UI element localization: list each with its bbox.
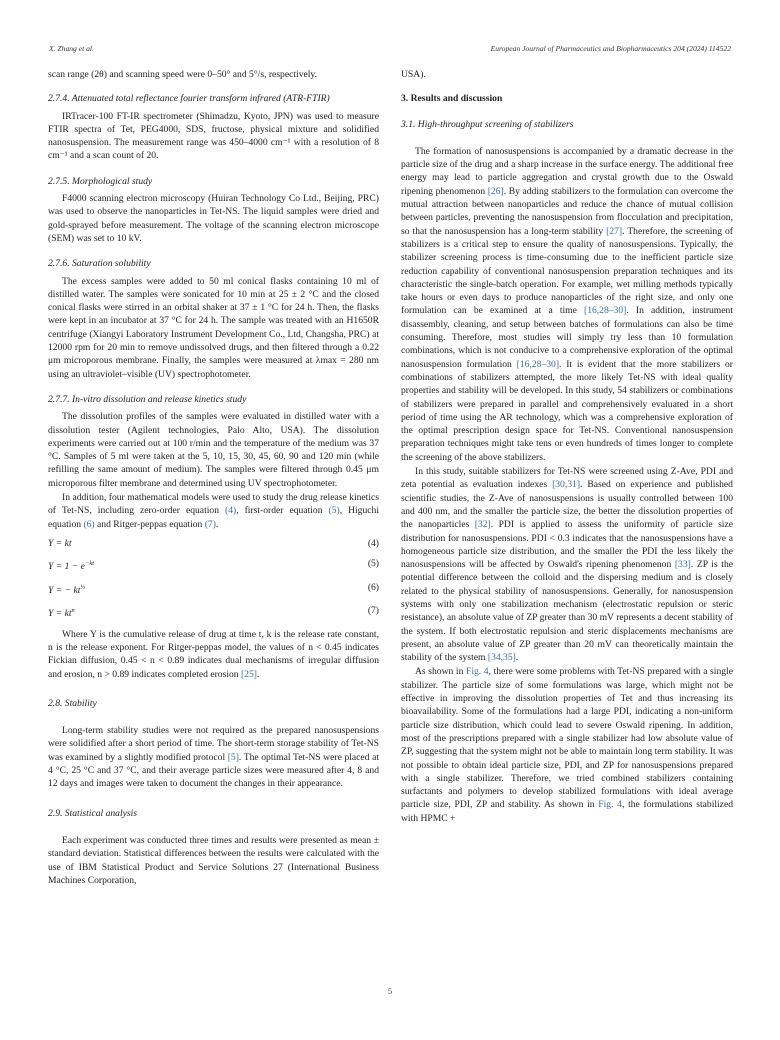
running-header-journal: European Journal of Pharmaceutics and Biopharmaceutics 204 (2024) 114522	[490, 44, 731, 53]
citation-link[interactable]: [16,28–30]	[584, 305, 627, 317]
paragraph: Each experiment was conducted three times and results were presented as mean ± standard deviation. Statistical differences between the results were calculated with the use of IBM Statistical Product and Service Solutions 27 (International Business Machines Corporation,	[48, 834, 379, 886]
figure-link[interactable]: Fig. 4	[598, 799, 622, 811]
running-header-authors: X. Zhang et al.	[49, 44, 94, 53]
citation-link[interactable]: [16,28–30]	[516, 358, 560, 370]
paragraph: Long-term stability studies were not required as the prepared nanosuspensions were solidified after a short period of time. The short-term storage stability of Tet-NS was examined by a slightly modified protocol [5]. The optimal Tet-NS were placed at 4 °C, 25 °C and 37 °C, and their average particle sizes were measured after 4, 8 and 12 days and images were taken to document the changes in their appearance.	[48, 725, 379, 790]
equation-link[interactable]: (6)	[83, 518, 95, 530]
citation-link[interactable]: [5]	[227, 751, 239, 763]
equation-link[interactable]: (5)	[328, 505, 340, 517]
paragraph: The dissolution profiles of the samples were evaluated in distilled water with a dissolution tester (Agilent technologies, Palo Alto, USA). The dissolution experiments were carried out at 100 r/min and the temperature of the medium was 37 °C. Samples of 5 ml were taken at the 5, 10, 15, 30, 45, 60, 90 and 120 min (while refilling the same amount of medium). The samples were filtered through 0.45 μm microporous filter membrane and determined using UV spectrophotometer.	[48, 411, 379, 489]
citation-link[interactable]: [32]	[474, 519, 491, 531]
citation-link[interactable]: [34,35]	[487, 652, 516, 664]
section-heading-2-7-5: 2.7.5. Morphological study	[48, 175, 153, 187]
paragraph: F4000 scanning electron microscopy (Huiran Technology Co Ltd., Beijing, PRC) was used to observe the nanoparticles in Tet-NS. The liquid samples were dried and gold-sprayed before measurement. The voltage of the scanning electron microscope (SEM) was set to 10 kV.	[48, 193, 379, 244]
section-heading-3-1: 3.1. High-throughput screening of stabilizers	[401, 118, 574, 130]
citation-link[interactable]: [25]	[240, 668, 257, 680]
section-heading-3: 3. Results and discussion	[401, 93, 503, 105]
equation-7: $Y = kt^n$ (7)	[48, 605, 379, 620]
figure-link[interactable]: Fig. 4	[465, 666, 489, 678]
equation-6: Y = − $kt^{\frac{1}{2}}$ (6)	[48, 581, 379, 596]
citation-link[interactable]: [33]	[674, 559, 691, 571]
left-column	[48, 68, 379, 887]
paragraph: scan range (2θ) and scanning speed were 0–50° and 5°/s, respectively.	[48, 69, 317, 80]
page-number: 5	[387, 987, 393, 996]
equation-link[interactable]: (7)	[204, 518, 216, 530]
paragraph: IRTracer-100 FT-IR spectrometer (Shimadzu, Kyoto, JPN) was used to measure FTIR spectra of Tet, PEG4000, SDS, fructose, physical mixture and solidified nanosuspension. The measurement range was 450–4000 cm⁻¹ with a resolution of 8 cm⁻¹ and a scan count of 20.	[48, 110, 379, 162]
section-heading-2-8: 2.8. Stability	[48, 697, 97, 709]
paragraph: The excess samples were added to 50 ml conical flasks containing 10 ml of distilled water. The samples were sonicated for 10 min at 25 ± 2 °C and the closed conical flasks were stirred in an orbital shaker at 37 ± 1 °C for 24 h. Then, the flasks were kept in an incubator at 37 °C for 24 h. The sample was treated with an H1650R centrifuge (Xiangyi Laboratory Instrument Development Co., Ltd, Changsha, PRC) at 12000 rpm for 20 min to remove undissolved drugs, and then filtered through a 0.22 μm microporous membrane. Finally, the samples were measured at λmax = 280 nm using an ultraviolet–visible (UV) spectrophotometer.	[48, 275, 379, 380]
citation-link[interactable]: [26]	[487, 185, 504, 197]
equation-link[interactable]: (4)	[225, 505, 237, 517]
paragraph: Where Y is the cumulative release of drug at time t, k is the release rate constant, n is the release exponent. For Ritger-peppas model, the values of n < 0.45 indicates Fickian diffusion, 0.45 < n < 0.89 indicates dual mechanisms of irregular diffusion and erosion, n > 0.89 indicates completed erosion [25].	[48, 628, 379, 680]
section-heading-2-7-7: 2.7.7. In-vitro dissolution and release kinetics study	[48, 393, 247, 405]
paragraph: In addition, four mathematical models were used to study the drug release kinetics of Tet-NS, including zero-order equation (4), first-order equation (5), Higuchi equation (6) and Ritger-peppas equation (7).	[48, 492, 379, 530]
section-heading-2-9: 2.9. Statistical analysis	[48, 807, 138, 819]
section-heading-2-7-6: 2.7.6. Saturation solubility	[48, 258, 151, 270]
section-heading-2-7-4: 2.7.4. Attenuated total reflectance fourier transform infrared (ATR-FTIR)	[48, 93, 330, 105]
right-column	[401, 68, 733, 825]
equation-4: Y = kt (4)	[48, 537, 379, 549]
equation-5: $Y = 1 - e^{-kt}$ (5)	[48, 558, 379, 573]
citation-link[interactable]: [27]	[606, 225, 623, 237]
citation-link[interactable]: [30,31]	[552, 479, 581, 491]
paragraph: USA).	[401, 69, 426, 80]
paragraph: As shown in Fig. 4, there were some problems with Tet-NS prepared with a single stabilizer. The particle size of some formulations was large, which might not be effective in improving the dissolution properties of Tet and thus increasing its bioavailability. Some of the formulations had a large PDI, indicating a non-uniform particle size distribution, which could lead to severe Oswald ripening. In addition, most of the prescriptions prepared with a single stabilizer had low absolute value of ZP, suggesting that the system might not be able to maintain long term stability. It was not possible to obtain ideal particle size, PDI, and ZP for nanosuspensions prepared with a single stabilizer. Therefore, we tried combined stabilizers containing surfactants and polymers to develop stabilized formulations with ideal average particle size, PDI, ZP and stability. As shown in Fig. 4, the formulations stabilized with HPMC +	[401, 666, 733, 824]
paragraph: The formation of nanosuspensions is accompanied by a dramatic decrease in the particle size of the drug and a sharp increase in the surface energy. The additional free energy may lead to particle aggregation and crystal growth due to the Oswald ripening phenomenon [26]. By adding stabilizers to the formulation can overcome the mutual attraction between nanoparticles and reduce the chance of mutual collision between particles, preventing the nanosuspension from flocculation and precipitation, so that the nanosuspension has a long-term stability [27]. Therefore, the screening of stabilizers is a critical step to ensure the quality of nanosuspensions. Typically, the stabilizer screening process is time-consuming due to the inefficient particle size reduction capability of conventional nanosuspension preparation techniques and its characteristic the single-batch operation. For example, wet milling methods typically take hours or even days to produce nanoparticles of the right size, and only one formulation can be examined at a time [16,28–30]. In addition, instrument disassembly, cleaning, and setup between batches of formulations can also be time consuming. Therefore, most studies will simply try less than 10 formulation combinations, which is not conducive to a comprehensive exploration of the optimal nanosuspension formulation [16,28–30]. It is evident that the more stabilizers or combinations of stabilizers attempted, the more likely Tet-NS with ideal quality properties and stability will be developed. In this study, 54 stabilizers or combinations of stabilizers were prepared in parallel and comprehensively evaluated in a short period of time using the AR technology, which was a comprehensive exploration of the optimal prescription design space for Tet-NS. Conventional nanosuspension preparation techniques might take tens or even hundreds of times longer to complete the screening of the above stabilizers.	[401, 145, 733, 463]
paragraph: In this study, suitable stabilizers for Tet-NS were screened using Z-Ave, PDI and zeta potential as evaluation indexes [30,31]. Based on experience and published scientific studies, the Z-Ave of nanosuspensions is usually controlled between 100 and 400 nm, and the smaller the particle size, the better the dissolution properties of the nanoparticles [32]. PDI is applied to assess the uniformity of particle size distribution for nanosuspensions. PDI < 0.3 indicates that the nanosuspensions have a homogeneous particle size distribution, and the smaller the PDI the less likely the nanosuspensions will be affected by Oswald's ripening phenomenon [33]. ZP is the potential difference between the colloid and the dispersing medium and is closely related to the physical stability of nanosuspensions. Generally, for nanosuspension systems with only one stabilization mechanism (electrostatic repulsion or steric resistance), an absolute value of ZP greater than 30 mV represents a decent stability of the system. If both electrostatic repulsion and steric displacements mechanisms are present, an absolute value of ZP greater than 20 mV can theoretically maintain the stability of the system [34,35].	[401, 466, 733, 664]
